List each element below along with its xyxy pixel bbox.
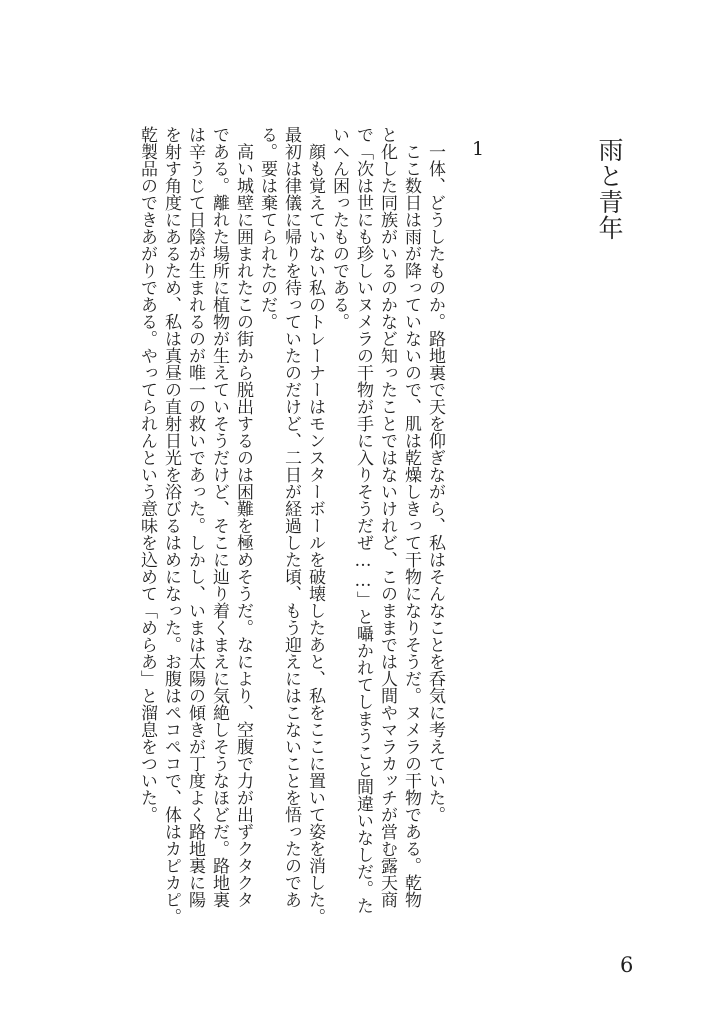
chapter-number: 1 xyxy=(472,138,485,160)
text-column-line: は辛うじて日陰が生まれるのが唯一の救いであった。しかし、いまは太陽の傾きが丁度よく路地裏に陽 xyxy=(185,126,205,908)
text-column-line: いへん困ったものである。 xyxy=(329,126,349,330)
text-column-line: ここ数日は雨が降っていないので、肌は乾燥しきって干物になりそうだ。ヌメラの干物である。乾物 xyxy=(401,143,421,908)
body-text xyxy=(135,126,447,925)
text-column-line: 高い城壁に囲まれたこの街から脱出するのは困難を極めそうだ。なにより、空腹で力が出ずクタクタ xyxy=(233,143,253,908)
text-column-line: 顔も覚えていない私のトレーナーはモンスターボールを破壊したあと、私をここに置いて姿を消した。 xyxy=(305,143,325,925)
text-column-line: る。要は棄てられたのだ。 xyxy=(257,126,277,330)
text-column-line: と化した同族がいるのかなど知ったことではないけれど、このままでは人間やマラカッチが営む露天商 xyxy=(377,126,397,908)
text-column-line: 乾製品のできあがりである。やってられんという意味を込めて「めらあ」と溜息をついた。 xyxy=(137,126,157,823)
text-column-line: である。離れた場所に植物が生えていそうだけど、そこに辿り着くまえに気絶しそうなほどだ。路地裏 xyxy=(209,126,229,908)
text-column-line: 最初は律儀に帰りを待っていたのだけど、二日が経過した頃、もう迎えにはこないことを悟ったのであ xyxy=(281,126,301,908)
text-column-line: で「次は世にも珍しいヌメラの干物が手に入りそうだぜ……」と囁かれてしまうこと間違いなしだ。た xyxy=(353,126,373,914)
text-column-line: を射す角度にあるため、私は真昼の直射日光を浴びるはめになった。お腹はペコペコで、体はカピカピ。 xyxy=(161,126,181,925)
book-title: 雨と青年 xyxy=(595,137,624,241)
page-number: 6 xyxy=(620,953,634,977)
text-column-line: 一体、どうしたものか。路地裏で天を仰ぎながら、私はそんなことを呑気に考えていた。 xyxy=(425,143,445,823)
